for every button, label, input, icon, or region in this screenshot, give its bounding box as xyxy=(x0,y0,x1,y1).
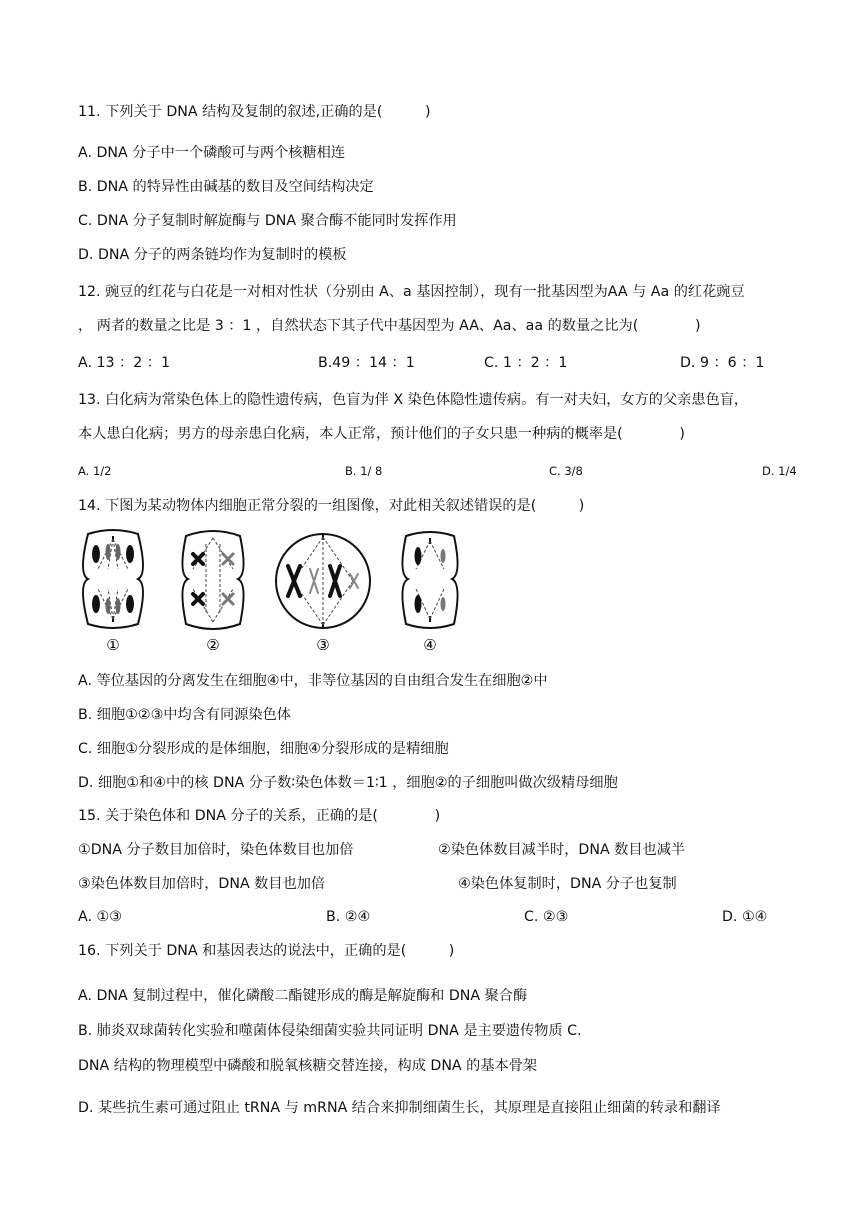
q11-option-c: C. DNA 分子复制时解旋酶与 DNA 聚合酶不能同时发挥作用 xyxy=(78,213,457,229)
q14-option-b: B. 细胞①②③中均含有同源染色体 xyxy=(78,707,291,723)
q12-stem-line2: ， 两者的数量之比是 3 ：1 ，自然状态下其子代中基因型为 AA、Aa、aa 的数量之比为( ) xyxy=(78,318,701,334)
q11-option-b: B. DNA 的特异性由碱基的数目及空间结构决定 xyxy=(78,179,374,195)
q13-option-a: A. 1/2 xyxy=(78,464,112,478)
figure-label-3: ③ xyxy=(316,636,330,654)
q13-stem-line2: 本人患白化病；男方的母亲患白化病，本人正常，预计他们的子女只患一种病的概率是( ) xyxy=(78,426,685,442)
q13-stem-line1: 13. 白化病为常染色体上的隐性遗传病，色盲为伴 X 染色体隐性遗传病。有一对夫妇，女方的父亲患色盲， xyxy=(78,392,749,408)
q16-stem: 16. 下列关于 DNA 和基因表达的说法中，正确的是( ) xyxy=(78,943,455,959)
q15-option-c: C. ②③ xyxy=(524,909,569,925)
q11-option-a: A. DNA 分子中一个磷酸可与两个核糖相连 xyxy=(78,145,346,161)
q12-option-a: A. 13 ：2 ：1 xyxy=(78,355,170,371)
cell-4-image xyxy=(402,532,457,628)
figure-label-1: ① xyxy=(106,636,120,654)
q12-option-d: D. 9 ：6 ：1 xyxy=(680,355,765,371)
q14-option-c: C. 细胞①分裂形成的是体细胞，细胞④分裂形成的是精细胞 xyxy=(78,741,449,757)
q15-statement-2: ②染色体数目减半时，DNA 数目也减半 xyxy=(438,842,686,858)
q12-stem-line1: 12. 豌豆的红花与白花是一对相对性状（分别由 A、a 基因控制），现有一批基因型为AA 与 Aa 的红花豌豆 xyxy=(78,284,745,300)
cell-division-figure xyxy=(78,524,478,654)
q16-line-2: B. 肺炎双球菌转化实验和噬菌体侵染细菌实验共同证明 DNA 是主要遗传物质 C. xyxy=(78,1023,582,1039)
q12-option-c: C. 1 ：2 ：1 xyxy=(484,355,568,371)
q16-line-4: D. 某些抗生素可通过阻止 tRNA 与 mRNA 结合来抑制细菌生长，其原理是直接阻止细菌的转录和翻译 xyxy=(78,1100,721,1116)
figure-label-4: ④ xyxy=(423,636,437,654)
q14-stem: 14. 下图为某动物体内细胞正常分裂的一组图像，对此相关叙述错误的是( ) xyxy=(78,498,585,514)
q12-option-b: B.49 ：14 ：1 xyxy=(318,355,415,371)
cell-1-image xyxy=(83,530,143,628)
q11-option-d: D. DNA 分子的两条链均作为复制时的模板 xyxy=(78,247,347,263)
q15-option-b: B. ②④ xyxy=(326,909,371,925)
q11-stem: 11. 下列关于 DNA 结构及复制的叙述,正确的是( ) xyxy=(78,104,431,120)
q15-statement-3: ③染色体数目加倍时，DNA 数目也加倍 xyxy=(78,876,326,892)
q13-option-c: C. 3/8 xyxy=(549,464,583,478)
q14-option-a: A. 等位基因的分离发生在细胞④中，非等位基因的自由组合发生在细胞②中 xyxy=(78,673,548,689)
q15-option-d: D. ①④ xyxy=(722,909,768,925)
cell-2-image xyxy=(182,531,243,629)
q14-option-d: D. 细胞①和④中的核 DNA 分子数∶染色体数＝1∶1 ，细胞②的子细胞叫做次级精母细胞 xyxy=(78,775,618,791)
figure-label-2: ② xyxy=(206,636,220,654)
q15-stem: 15. 关于染色体和 DNA 分子的关系，正确的是( ) xyxy=(78,808,441,824)
q15-statement-1: ①DNA 分子数目加倍时，染色体数目也加倍 xyxy=(78,842,354,858)
q15-statement-4: ④染色体复制时，DNA 分子也复制 xyxy=(458,876,677,892)
cell-3-image xyxy=(276,534,370,628)
q16-line-3: DNA 结构的物理模型中磷酸和脱氧核糖交替连接，构成 DNA 的基本骨架 xyxy=(78,1058,538,1074)
q13-option-d: D. 1/4 xyxy=(762,464,797,478)
q15-option-a: A. ①③ xyxy=(78,909,122,925)
q13-option-b: B. 1/ 8 xyxy=(345,464,383,478)
q16-line-1: A. DNA 复制过程中，催化磷酸二酯键形成的酶是解旋酶和 DNA 聚合酶 xyxy=(78,988,528,1004)
